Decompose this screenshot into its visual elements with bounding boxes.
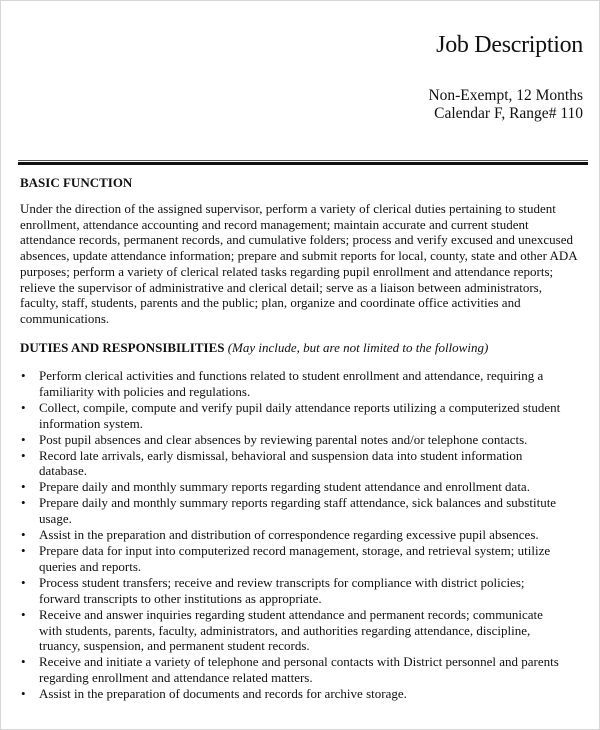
duty-list-item (1, 607, 581, 655)
duty-list-item (1, 448, 581, 480)
duty-text: Prepare daily and monthly summary reports regarding student attendance and enrollment data. (39, 479, 530, 495)
duty-text: Prepare daily and monthly summary reports regarding staff attendance, sick balances and substitute usage. (39, 495, 557, 527)
duty-list-item (1, 368, 581, 400)
duty-list-item (1, 400, 581, 432)
duty-list-item (1, 527, 581, 543)
duty-list-item (1, 575, 581, 607)
duty-list-item (1, 432, 581, 448)
bullet-icon: • (21, 479, 26, 495)
duty-text: Record late arrivals, early dismissal, behavioral and suspension data into student information database. (39, 447, 523, 479)
duty-list-item (1, 479, 581, 495)
duty-text: Post pupil absences and clear absences by reviewing parental notes and/or telephone contacts. (39, 431, 528, 447)
duty-text: Collect, compile, compute and verify pupil daily attendance reports utilizing a computerized student information system. (39, 399, 561, 431)
bullet-icon: • (21, 431, 26, 447)
duties-heading-note: (May include, but are not limited to the following) (227, 340, 489, 355)
bullet-icon: • (21, 654, 26, 670)
bullet-icon: • (21, 447, 26, 463)
duty-text: Receive and initiate a variety of telephone and personal contacts with District personnel and parents regarding enrollment and attendance related matters. (39, 654, 559, 686)
bullet-icon: • (21, 542, 26, 558)
duty-text: Receive and answer inquiries regarding student attendance and permanent records; communicate with students, parents, faculty, administrators, and authorities regarding attendance, discipline, truancy, suspension, and permanent student records. (39, 606, 543, 654)
bullet-icon: • (21, 495, 26, 511)
classification-line-1: Non-Exempt, 12 Months (428, 87, 583, 104)
duty-list-item (1, 686, 581, 702)
bullet-icon: • (21, 574, 26, 590)
basic-function-text: Under the direction of the assigned supervisor, perform a variety of clerical duties pertaining to student enrollment, attendance accounting and record management; maintain accurate and current student attendance records, permanent records, and cumulative folders; process and verify excused and unexcused absences, update attendance information; prepare and submit reports for local, county, state and other ADA purposes; perform a variety of clerical related tasks regarding pupil enrollment and attendance reports; relieve the supervisor of administrative and clerical detail; serve as a liaison between administrators, faculty, staff, students, parents and the public; plan, organize and coordinate office activities and communications. (20, 201, 577, 326)
basic-function-heading: BASIC FUNCTION (20, 175, 133, 190)
bullet-icon: • (21, 606, 26, 622)
duty-text: Prepare data for input into computerized record management, storage, and retrieval system; utilize queries and reports. (39, 542, 551, 574)
duty-list-item (1, 495, 581, 527)
job-classification (428, 87, 583, 123)
duties-heading (20, 340, 488, 356)
duty-text: Perform clerical activities and functions related to student enrollment and attendance, requiring a familiarity with policies and regulations. (39, 368, 544, 399)
duty-text: Process student transfers; receive and review transcripts for compliance with district policies; forward transcripts to other institutions as appropriate. (39, 574, 525, 606)
bullet-icon: • (21, 686, 26, 702)
bullet-icon: • (21, 527, 26, 543)
document-title: Job Description (436, 32, 583, 58)
bullet-icon: • (21, 368, 26, 383)
header-divider (18, 160, 588, 165)
duty-list-item (1, 654, 581, 686)
bullet-icon: • (21, 399, 26, 415)
classification-line-2: Calendar F, Range# 110 (434, 105, 583, 122)
duties-list (1, 368, 581, 702)
duties-heading-title: DUTIES AND RESPONSIBILITIES (20, 340, 225, 355)
duty-list-item (1, 543, 581, 575)
duty-text: Assist in the preparation of documents and records for archive storage. (39, 686, 407, 702)
duty-text: Assist in the preparation and distribution of correspondence regarding excessive pupil absences. (39, 527, 539, 543)
